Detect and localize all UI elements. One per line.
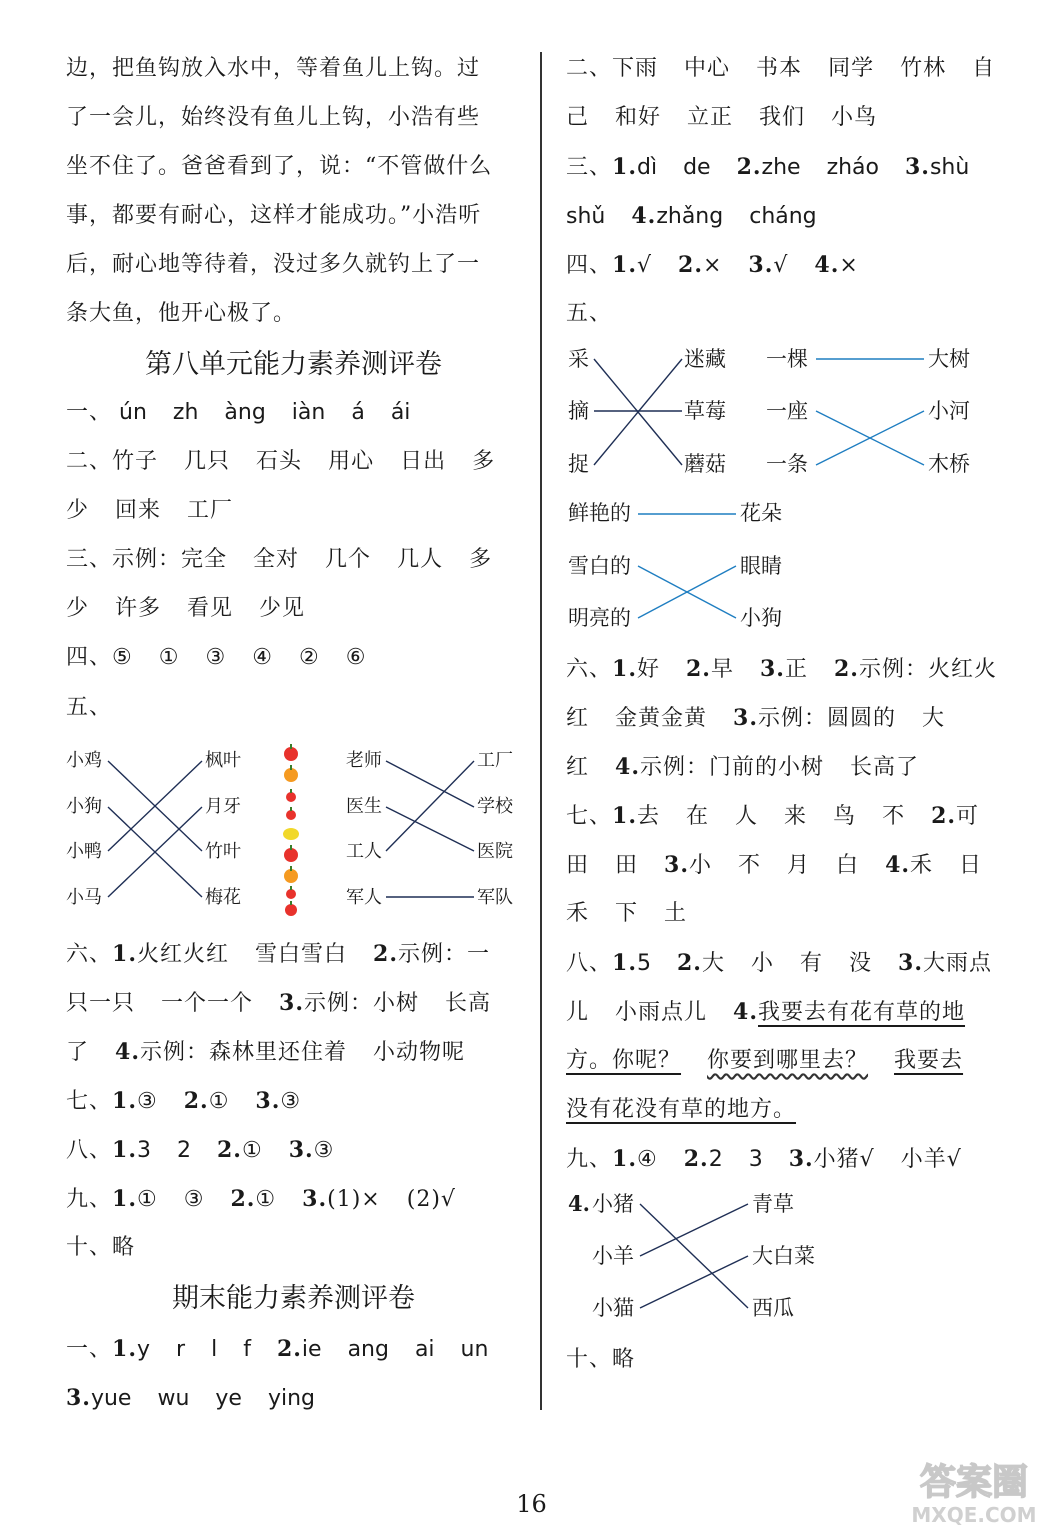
item-number: 3. <box>748 252 774 278</box>
final-q4 <box>566 250 859 281</box>
answer-item: 白 <box>836 853 860 878</box>
answer-item: 多 <box>472 449 496 474</box>
item-number: 3. <box>279 990 304 1016</box>
underlined-answer: 我要去有花有草的地 <box>758 1000 966 1025</box>
answer-item: 小雨点儿 <box>615 1000 708 1025</box>
q-label: 六、 <box>566 657 613 682</box>
answer-item: 我们 <box>759 105 806 130</box>
item-number: 2. <box>678 252 703 278</box>
answer-item: 去 <box>636 804 660 829</box>
item-number: 2. <box>216 1137 242 1163</box>
connector-lines <box>636 500 740 530</box>
answer-item: 下雨 <box>612 56 659 81</box>
answer-item: 不 <box>882 804 906 829</box>
answer-item: y <box>136 1337 151 1362</box>
match-left-item: 工人 <box>346 841 382 862</box>
match-left-item: 捉 <box>568 452 589 476</box>
unit8-q2-cont <box>66 496 259 526</box>
connector-lines <box>592 345 686 475</box>
match-left-item: 一条 <box>766 452 808 476</box>
answer-item: 小猪√ <box>813 1147 875 1172</box>
connector-line <box>640 1204 748 1308</box>
answer-item: ① <box>255 1187 277 1212</box>
answer-item: 少 <box>66 498 90 523</box>
answer-item: 日 <box>959 853 983 878</box>
answer-item: 自 <box>972 56 996 81</box>
answer-item: 回来 <box>115 498 162 523</box>
answer-item: cháng <box>749 204 817 229</box>
answer-item: √ <box>773 253 789 278</box>
q-label: 二、 <box>566 56 613 81</box>
final-q6-l2 <box>566 703 945 734</box>
match-left-item: 一座 <box>766 399 808 423</box>
answer-item: 略 <box>112 1235 136 1260</box>
item-number: 1. <box>612 950 637 976</box>
answer-item: 中心 <box>684 56 731 81</box>
answer-item: × <box>702 253 723 278</box>
final-q7-l3 <box>566 899 687 929</box>
item-number: 2. <box>736 154 762 180</box>
match-right-item: 竹叶 <box>205 841 241 862</box>
match-left-item: 采 <box>568 347 589 371</box>
answer-item: 示例：小树 <box>304 991 420 1016</box>
answer-item: √ <box>636 253 653 278</box>
answer-item: ④ <box>252 645 273 670</box>
item-number: 3. <box>288 1137 314 1163</box>
item-number: 3. <box>733 705 758 731</box>
answer-item: (1)× <box>327 1187 381 1212</box>
item-number: 3. <box>788 1146 814 1172</box>
item-number: 1. <box>612 803 637 829</box>
item-number: 1. <box>112 1336 137 1362</box>
q-label: 一、 <box>66 400 113 425</box>
q-label: 九、 <box>66 1187 113 1212</box>
answer-item: 大 <box>922 706 946 731</box>
answer-item: ang <box>347 1337 389 1362</box>
answer-item: 月 <box>787 853 811 878</box>
answer-item: 3 <box>748 1147 763 1172</box>
item-number: 4. <box>631 203 657 229</box>
story-line-4: 事，都要有耐心，这样才能成功。”小浩听 <box>66 203 482 228</box>
answer-item: ái <box>390 400 411 425</box>
answer-item: 竹子 <box>112 449 159 474</box>
answer-item: 火红火红 <box>136 942 229 967</box>
match-right-item: 大树 <box>928 347 970 371</box>
answer-item: l <box>211 1337 218 1362</box>
match-right-item: 小狗 <box>740 606 782 630</box>
connector-lines <box>814 345 928 475</box>
final-q2-cont <box>566 103 877 133</box>
match-left-item: 摘 <box>568 399 589 423</box>
item-number: 2. <box>931 803 957 829</box>
item-number: 2. <box>183 1088 209 1114</box>
apple-divider-icon <box>278 742 304 920</box>
unit8-q8 <box>66 1135 334 1166</box>
answer-item: 示例：圆圆的 <box>758 706 897 731</box>
final-q10 <box>566 1345 635 1375</box>
underlined-answer: 没有花没有草的地方。 <box>566 1097 797 1122</box>
connector-line <box>640 1256 748 1308</box>
match-left-item: 雪白的 <box>568 554 631 578</box>
match-right-item: 梅花 <box>205 887 241 908</box>
match-right-item: 学校 <box>477 796 513 817</box>
answer-item: ③ <box>183 1187 205 1212</box>
match-right-item: 蘑菇 <box>684 452 726 476</box>
item-number: 2. <box>230 1186 256 1212</box>
answer-item: 可 <box>956 804 980 829</box>
answer-item: ③ <box>205 645 227 670</box>
connector-line <box>386 807 474 851</box>
item-number: 4. <box>615 754 640 780</box>
answer-item: 少 <box>66 596 90 621</box>
final-q2 <box>566 54 995 84</box>
answer-item: 了 <box>66 1040 90 1065</box>
q-label: 一、 <box>66 1337 113 1362</box>
answer-item: ③ <box>136 1089 158 1114</box>
unit8-q6-l1 <box>66 939 490 970</box>
item-number: 4. <box>733 999 758 1025</box>
answer-item: ie <box>301 1337 322 1362</box>
answer-item: zhe <box>761 155 801 180</box>
match-right-item: 枫叶 <box>205 750 241 771</box>
answer-item: ye <box>215 1386 242 1411</box>
unit8-q6-l3 <box>66 1037 465 1068</box>
q-label: 三、 <box>566 155 613 180</box>
answer-item: 金黄金黄 <box>615 706 708 731</box>
answer-item: 小鸟 <box>831 105 878 130</box>
answer-item: 竹林 <box>900 56 947 81</box>
connector-lines <box>106 745 206 915</box>
answer-item: 下 <box>615 901 639 926</box>
answer-item: zhǎng <box>656 204 724 229</box>
answer-item: 少见 <box>259 596 306 621</box>
final-q3-l2 <box>566 201 817 232</box>
match-right-item: 月牙 <box>205 796 241 817</box>
final-q8-l2 <box>566 997 965 1028</box>
match-left-item: 小马 <box>66 887 102 908</box>
match-right-item: 花朵 <box>740 501 782 525</box>
answer-item: ③ <box>280 1089 302 1114</box>
q-label: 十、 <box>566 1347 613 1372</box>
unit8-q6-l2 <box>66 988 491 1019</box>
match-left-item: 小猪 <box>592 1192 634 1216</box>
item-number: 3. <box>302 1186 328 1212</box>
connector-line <box>640 1204 748 1256</box>
answer-item: 石头 <box>256 449 303 474</box>
match-right-item: 迷藏 <box>684 347 726 371</box>
answer-item: 5 <box>636 951 651 976</box>
story-line-2: 了一会儿，始终没有鱼儿上钩，小浩有些 <box>66 105 481 130</box>
final-q6-l3 <box>566 752 919 783</box>
item-number: 3. <box>66 1385 91 1411</box>
match-right-item: 青草 <box>752 1192 794 1216</box>
item-number: 1. <box>112 1137 137 1163</box>
final-q9-l1 <box>566 1144 962 1175</box>
answer-item: 来 <box>784 804 808 829</box>
answer-item: á <box>351 400 365 425</box>
connector-lines <box>384 745 478 915</box>
story-line-5: 后，耐心地等待着，没过多久就钓上了一 <box>66 252 481 277</box>
answer-item: 略 <box>612 1347 636 1372</box>
q-label: 四、 <box>566 253 613 278</box>
match-right-item: 草莓 <box>684 399 726 423</box>
answer-item: 几人 <box>397 547 444 572</box>
q-label: 八、 <box>66 1138 113 1163</box>
answer-item: f <box>243 1337 251 1362</box>
answer-item: 立正 <box>687 105 734 130</box>
final-q1-l1 <box>66 1334 488 1365</box>
answer-item: 正 <box>784 657 808 682</box>
answer-item: 示例：门前的小树 <box>639 755 824 780</box>
answer-item: 只一只 <box>66 991 136 1016</box>
final-title: 期末能力素养测评卷 <box>172 1283 415 1314</box>
item-number: 2. <box>686 656 711 682</box>
unit8-q4 <box>66 643 392 673</box>
answer-item: 有 <box>799 951 823 976</box>
story-line-1: 边，把鱼钩放入水中，等着鱼儿上钩。过 <box>66 56 481 81</box>
item-number: 3. <box>664 852 689 878</box>
answer-item: 小羊√ <box>900 1147 962 1172</box>
final-q1-l2 <box>66 1383 315 1414</box>
q-label: 十、 <box>66 1235 113 1260</box>
answer-item: shǔ <box>566 204 606 229</box>
item-number: 3. <box>898 950 923 976</box>
answer-item: 几只 <box>184 449 231 474</box>
answer-item: 大 <box>701 951 725 976</box>
answer-item: un <box>460 1337 489 1362</box>
answer-item: 示例：森林里还住着 <box>139 1040 347 1065</box>
answer-item: 几个 <box>325 547 372 572</box>
item-number: 2. <box>276 1336 302 1362</box>
final-q8-l4 <box>566 1095 796 1125</box>
answer-item: (2)√ <box>406 1187 456 1212</box>
answer-item: 早 <box>710 657 734 682</box>
item-number: 1. <box>612 656 637 682</box>
connector-lines <box>636 552 740 632</box>
answer-item: 禾 <box>910 853 934 878</box>
answer-item: 田 <box>615 853 639 878</box>
match-left-item: 鲜艳的 <box>568 501 631 525</box>
answer-item: 示例：完全 <box>112 547 228 572</box>
item-number: 3. <box>905 154 930 180</box>
item-number: 4. <box>568 1191 590 1216</box>
wavy-underlined-answer: 你要到哪里去？ <box>707 1048 869 1073</box>
underlined-answer: 我要去 <box>894 1048 964 1073</box>
match-left-item: 小鸭 <box>66 841 102 862</box>
underlined-answer: 方。你呢？ <box>566 1048 682 1073</box>
answer-item: 2 <box>708 1147 723 1172</box>
match-left-item: 明亮的 <box>568 606 631 630</box>
match-right-item: 西瓜 <box>752 1296 794 1320</box>
answer-item: 鸟 <box>833 804 857 829</box>
answer-item: zháo <box>826 155 879 180</box>
answer-item: 长高了 <box>850 755 920 780</box>
answer-item: 红 <box>566 706 590 731</box>
answer-item: 书本 <box>756 56 803 81</box>
answer-item: 许多 <box>115 596 162 621</box>
answer-item: 人 <box>735 804 759 829</box>
unit8-title: 第八单元能力素养测评卷 <box>145 349 442 380</box>
item-number: 1. <box>112 1186 137 1212</box>
answer-item: 田 <box>566 853 590 878</box>
answer-item: 长高 <box>445 991 492 1016</box>
final-q8-l3 <box>566 1046 963 1076</box>
answer-item: 看见 <box>187 596 234 621</box>
final-q7-l2 <box>566 850 982 881</box>
final-q8-l1 <box>566 948 992 979</box>
item-number: 1. <box>612 154 637 180</box>
answer-item: × <box>839 253 859 278</box>
answer-item: 己 <box>566 105 590 130</box>
match-left-item: 小猫 <box>592 1296 634 1320</box>
match-left-item: 医生 <box>346 796 382 817</box>
answer-item: ying <box>267 1386 316 1411</box>
svg-text:MXQE.COM: MXQE.COM <box>911 1503 1037 1527</box>
answer-item: 不 <box>738 853 762 878</box>
unit8-q9 <box>66 1184 456 1215</box>
answer-item: 多 <box>469 547 493 572</box>
answer-item: 和好 <box>615 105 662 130</box>
item-number: 1. <box>112 941 137 967</box>
answer-item: 雪白雪白 <box>255 942 348 967</box>
item-number: 1. <box>612 1146 637 1172</box>
answer-item: ④ <box>636 1147 658 1172</box>
connector-lines <box>638 1190 752 1320</box>
q-label: 二、 <box>66 449 113 474</box>
q-label: 四、 <box>66 645 113 670</box>
final-q5-label: 五、 <box>566 301 613 326</box>
q-label: 六、 <box>66 942 113 967</box>
answer-item: ⑥ <box>345 645 367 670</box>
final-q6-l1 <box>566 654 997 685</box>
story-line-3: 坐不住了。爸爸看到了，说：“不管做什么 <box>66 154 493 179</box>
item-number: 4. <box>115 1039 140 1065</box>
answer-item: 禾 <box>566 901 590 926</box>
item-number: 2. <box>833 656 859 682</box>
item-number: 1. <box>112 1088 137 1114</box>
unit8-q2 <box>66 447 495 477</box>
column-divider <box>540 52 542 1410</box>
answer-item: ② <box>298 645 320 670</box>
answer-item: ⑤ <box>112 645 133 670</box>
answer-item: iàn <box>291 400 326 425</box>
match-left-item: 小羊 <box>592 1244 634 1268</box>
watermark-logo-icon <box>899 1450 1049 1528</box>
answer-item: 工厂 <box>187 498 234 523</box>
answer-item: ① <box>241 1138 263 1163</box>
item-number: 3. <box>759 656 785 682</box>
item-number: 2. <box>683 1146 709 1172</box>
match-left-item: 老师 <box>346 750 382 771</box>
final-q3-l1 <box>566 152 969 183</box>
answer-item: de <box>683 155 711 180</box>
q-label: 九、 <box>566 1147 613 1172</box>
answer-item: 小 <box>689 853 713 878</box>
item-number: 1. <box>612 252 637 278</box>
item-number: 4. <box>814 252 840 278</box>
answer-item: àng <box>224 400 266 425</box>
answer-item: 用心 <box>328 449 375 474</box>
story-line-6: 条大鱼，他开心极了。 <box>66 301 297 326</box>
answer-item: dì <box>636 155 658 180</box>
match-right-item: 木桥 <box>928 452 970 476</box>
item-number: 3. <box>255 1088 281 1114</box>
unit8-q3 <box>66 545 492 575</box>
answer-item: ③ <box>313 1138 335 1163</box>
unit8-q7 <box>66 1086 301 1117</box>
answer-item: 日出 <box>400 449 447 474</box>
item-number: 4. <box>885 852 911 878</box>
answer-item: 2 <box>176 1138 191 1163</box>
answer-item: ① <box>158 645 180 670</box>
answer-item: zh <box>172 400 199 425</box>
answer-item: 小动物呢 <box>373 1040 466 1065</box>
answer-item: ① <box>208 1089 230 1114</box>
connector-line <box>386 761 474 807</box>
final-q7-l1 <box>566 801 979 832</box>
answer-item: 没 <box>849 951 873 976</box>
answer-item: ún <box>119 400 147 425</box>
match-left-item: 一棵 <box>766 347 808 371</box>
answer-item: ① <box>136 1187 158 1212</box>
answer-item: 在 <box>686 804 710 829</box>
answer-item: 全对 <box>253 547 300 572</box>
answer-item: ai <box>414 1337 435 1362</box>
match-right-item: 工厂 <box>477 750 513 771</box>
item-number: 2. <box>373 941 398 967</box>
unit8-q10 <box>66 1233 135 1263</box>
answer-item: 小 <box>750 951 774 976</box>
answer-item: 红 <box>566 755 590 780</box>
match-left-item: 军人 <box>346 887 382 908</box>
svg-text:答案圈: 答案圈 <box>919 1462 1029 1503</box>
answer-item: wu <box>157 1386 190 1411</box>
match-right-item: 大白菜 <box>752 1244 815 1268</box>
answer-item: 土 <box>664 901 688 926</box>
match-right-item: 医院 <box>477 841 513 862</box>
answer-item: yue <box>90 1386 132 1411</box>
q-label: 八、 <box>566 951 613 976</box>
answer-item: 3 <box>136 1138 151 1163</box>
q-label: 七、 <box>566 804 613 829</box>
connector-line <box>386 761 474 851</box>
match-right-item: 眼睛 <box>740 554 782 578</box>
unit8-q5-label: 五、 <box>66 695 113 720</box>
answer-item: 同学 <box>828 56 875 81</box>
answer-item: 示例：一 <box>397 942 490 967</box>
match-left-item: 小狗 <box>66 796 102 817</box>
match-right-item: 小河 <box>928 399 970 423</box>
answer-item: 大雨点 <box>922 951 992 976</box>
item-number: 2. <box>676 950 702 976</box>
unit8-q3-cont <box>66 594 331 624</box>
answer-item: 示例：火红火 <box>858 657 997 682</box>
answer-item: 好 <box>636 657 660 682</box>
answer-item: 一个一个 <box>161 991 254 1016</box>
answer-item: shù <box>929 155 970 180</box>
q-label: 三、 <box>66 547 113 572</box>
unit8-q1 <box>66 398 436 428</box>
q-label: 七、 <box>66 1089 113 1114</box>
match-left-item: 小鸡 <box>66 750 102 771</box>
answer-item: 儿 <box>566 1000 590 1025</box>
page-number: 16 <box>516 1490 547 1518</box>
answer-item: r <box>176 1337 186 1362</box>
match-right-item: 军队 <box>477 887 513 908</box>
